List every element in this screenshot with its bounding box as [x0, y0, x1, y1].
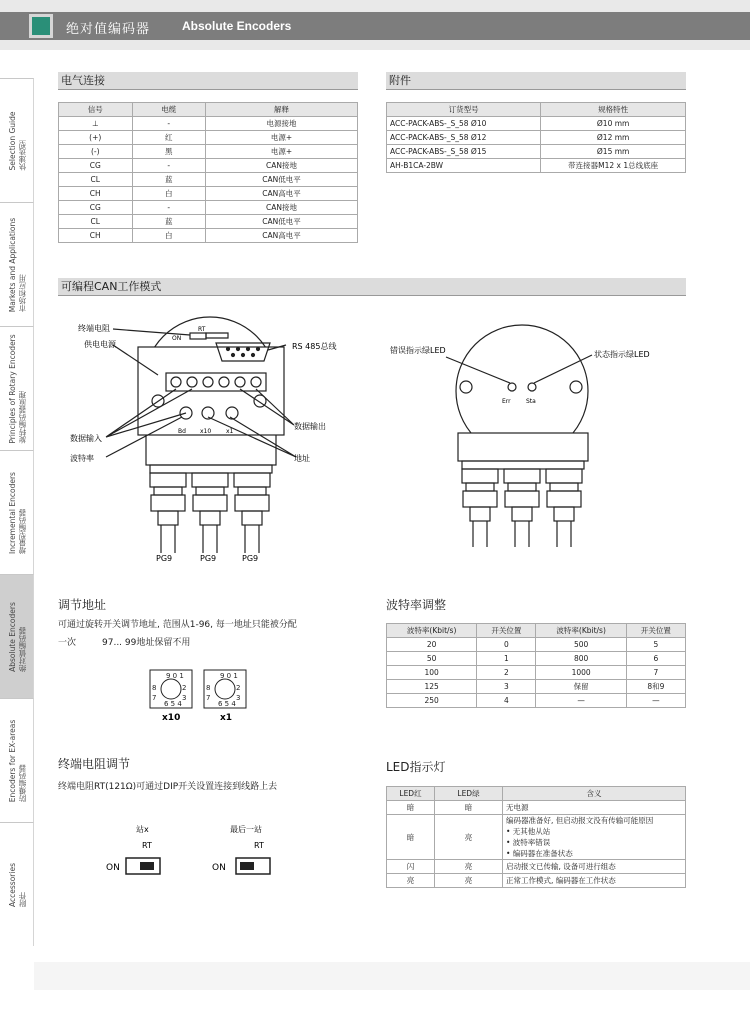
table-cell: CH	[59, 229, 133, 243]
label-rs485: RS 485总线	[292, 342, 337, 351]
footer-bar	[34, 962, 750, 990]
sidebar-tab-en: Encoders for EX-areas	[7, 719, 17, 802]
table-header: 订货型号	[387, 103, 541, 117]
table-cell: 红	[132, 131, 206, 145]
table-cell: CAN低电平	[206, 215, 358, 229]
table-cell: 带连接器M12 x 1总线底座	[541, 159, 686, 173]
label-termination: 终端电阻	[78, 324, 110, 333]
table-cell: 5	[626, 638, 685, 652]
sidebar-tab-cn: 旋转编码器原理	[17, 390, 27, 444]
sidebar-tab-en: Accessories	[7, 862, 17, 907]
section-termination: 终端电阻调节	[58, 757, 131, 771]
sidebar-tab-en: Principles of Rotary Encoders	[7, 333, 17, 444]
table-row	[387, 666, 686, 680]
svg-text:6 5 4: 6 5 4	[218, 700, 236, 708]
table-row	[59, 173, 358, 187]
table-row	[59, 131, 358, 145]
label-sta: Sta	[526, 398, 536, 405]
table-cell: CG	[59, 159, 133, 173]
table-cell: 电源+	[206, 131, 358, 145]
electrical-table	[58, 102, 358, 243]
table-cell: 125	[387, 680, 477, 694]
table-row	[387, 694, 686, 708]
table-cell: AH-B1CA-2BW	[387, 159, 541, 173]
label-data-out: 数据输出	[294, 422, 326, 431]
table-cell: (+)	[59, 131, 133, 145]
table-cell: 4	[477, 694, 536, 708]
table-cell: 7	[626, 666, 685, 680]
led-meaning-line: 启动报文已传输, 设备可进行组态	[506, 862, 616, 871]
table-cell: 电源+	[206, 145, 358, 159]
encoder-connection-diagram	[58, 305, 358, 575]
table-row	[387, 815, 686, 860]
table-cell: 3	[477, 680, 536, 694]
table-cell: 800	[536, 652, 626, 666]
sidebar-tab-en: Markets and Applications	[7, 217, 17, 312]
sidebar-tab-en: Absolute Encoders	[7, 601, 17, 672]
table-cell: CAN高电平	[206, 187, 358, 201]
table-cell	[503, 801, 686, 815]
table-cell: 暗	[435, 801, 503, 815]
label-baud: 波特率	[70, 454, 94, 463]
label-err-led: 错误指示绿LED	[390, 346, 446, 355]
label-pg9-3: PG9	[242, 554, 259, 563]
table-cell: 1	[477, 652, 536, 666]
label-pg9-1: PG9	[156, 554, 173, 563]
sidebar-tab-cn: 防爆编码器	[17, 764, 27, 802]
led-meaning-line: • 波特率错误	[506, 838, 551, 847]
table-header: 波特率(Kbit/s)	[536, 624, 626, 638]
address-text-2: 一次	[58, 638, 77, 648]
svg-text:7: 7	[152, 694, 157, 702]
table-row	[59, 117, 358, 131]
svg-text:2: 2	[182, 684, 187, 692]
table-cell: 亮	[435, 874, 503, 888]
svg-text:8: 8	[206, 684, 211, 692]
sidebar-tab-cn: 绝对值编码器	[17, 626, 27, 672]
table-row	[387, 801, 686, 815]
label-x10: x10	[200, 428, 212, 435]
accessories-table	[386, 102, 686, 173]
table-cell: -	[132, 117, 206, 131]
switch-x10-label: x10	[162, 713, 181, 723]
address-text-1: 可通过旋转开关调节地址, 范围从1-96, 每一地址只能被分配	[58, 620, 297, 630]
table-cell: 100	[387, 666, 477, 680]
label-rt-1: RT	[142, 841, 152, 850]
table-cell: CAN接地	[206, 159, 358, 173]
led-meaning-line: 编码器准备好, 但启动报文没有传输可能原因	[506, 816, 654, 825]
table-cell: CAN接地	[206, 201, 358, 215]
section-led: LED指示灯	[386, 760, 446, 774]
table-row	[59, 215, 358, 229]
table-cell: 黑	[132, 145, 206, 159]
table-cell: —	[536, 694, 626, 708]
table-row	[59, 145, 358, 159]
table-cell: 亮	[435, 860, 503, 874]
table-header: 开关位置	[477, 624, 536, 638]
led-meaning-line: 无电源	[506, 803, 529, 812]
section-baud: 波特率调整	[386, 598, 447, 612]
sidebar	[0, 78, 34, 950]
table-cell: -	[132, 159, 206, 173]
table-row	[59, 159, 358, 173]
table-row	[59, 229, 358, 243]
sidebar-tab-5[interactable]	[0, 698, 34, 822]
table-cell: 250	[387, 694, 477, 708]
table-cell: 50	[387, 652, 477, 666]
led-meaning-line: 正常工作模式, 编码器在工作状态	[506, 876, 616, 885]
svg-text:6 5 4: 6 5 4	[164, 700, 182, 708]
table-cell: 20	[387, 638, 477, 652]
table-cell: 亮	[387, 874, 435, 888]
sidebar-tab-cn: 市场和应用	[17, 274, 27, 312]
table-cell: Ø15 mm	[541, 145, 686, 159]
label-x1: x1	[226, 428, 234, 435]
label-on: ON	[172, 335, 182, 342]
table-cell: 8和9	[626, 680, 685, 694]
table-cell: 亮	[435, 815, 503, 860]
brand-logo-icon	[29, 14, 53, 38]
table-cell: CH	[59, 187, 133, 201]
sidebar-tab-en: Selection Guide	[7, 111, 17, 170]
label-pg9-2: PG9	[200, 554, 217, 563]
sidebar-tab-3[interactable]	[0, 450, 34, 574]
table-cell: CL	[59, 215, 133, 229]
label-rt-2: RT	[254, 841, 264, 850]
address-text-3: 97... 99地址保留不用	[102, 638, 191, 648]
sidebar-tab-2[interactable]	[0, 326, 34, 450]
table-cell: CG	[59, 201, 133, 215]
table-cell	[503, 860, 686, 874]
table-cell: 暗	[387, 801, 435, 815]
section-address: 调节地址	[58, 598, 107, 612]
led-meaning-line: • 无其他从站	[506, 827, 551, 836]
svg-text:2: 2	[236, 684, 241, 692]
table-cell: 白	[132, 229, 206, 243]
table-header: 电缆	[132, 103, 206, 117]
sidebar-tab-6[interactable]	[0, 822, 34, 946]
svg-text:9 0 1: 9 0 1	[166, 672, 184, 680]
dip-switch-diagram	[100, 820, 320, 880]
sidebar-tab-1[interactable]	[0, 202, 34, 326]
baud-table	[386, 623, 686, 708]
sidebar-tab-cn: 增量型编码器	[17, 508, 27, 554]
switch-x1-label: x1	[220, 713, 233, 723]
section-accessories: 附件	[386, 72, 686, 90]
table-cell: CAN高电平	[206, 229, 358, 243]
svg-text:7: 7	[206, 694, 211, 702]
table-row	[387, 680, 686, 694]
encoder-led-diagram	[386, 305, 686, 555]
table-row	[387, 652, 686, 666]
rotary-switches	[148, 668, 258, 724]
table-cell: Ø12 mm	[541, 131, 686, 145]
table-cell: CAN低电平	[206, 173, 358, 187]
table-row	[387, 860, 686, 874]
table-header: 开关位置	[626, 624, 685, 638]
label-rt: RT	[198, 326, 206, 333]
table-header: 解释	[206, 103, 358, 117]
table-row	[59, 187, 358, 201]
label-station-x: 站x	[136, 825, 149, 834]
sidebar-tab-4[interactable]	[0, 574, 34, 698]
table-header: 信号	[59, 103, 133, 117]
termination-text: 终端电阻RT(121Ω)可通过DIP开关设置连接到线路上去	[58, 782, 278, 792]
label-bd: Bd	[178, 428, 186, 435]
table-row	[387, 159, 686, 173]
table-cell: 闪	[387, 860, 435, 874]
page-title-en: Absolute Encoders	[182, 19, 292, 33]
table-cell: 白	[132, 187, 206, 201]
label-last-station: 最后一站	[230, 825, 262, 834]
table-cell: —	[626, 694, 685, 708]
table-cell: ACC-PACK-ABS-_S_58 Ø15	[387, 145, 541, 159]
table-row	[387, 638, 686, 652]
table-row	[387, 131, 686, 145]
page-title-cn: 绝对值编码器	[66, 22, 151, 37]
sidebar-tab-cn: 快速选型	[17, 139, 27, 170]
label-data-in: 数据输入	[70, 434, 102, 443]
table-cell: ACC-PACK-ABS-_S_58 Ø12	[387, 131, 541, 145]
table-cell: 2	[477, 666, 536, 680]
label-on-2: ON	[212, 863, 226, 873]
table-cell: 500	[536, 638, 626, 652]
table-cell: 6	[626, 652, 685, 666]
table-cell: ACC-PACK-ABS-_S_58 Ø10	[387, 117, 541, 131]
sidebar-tab-en: Incremental Encoders	[7, 471, 17, 554]
table-cell	[503, 874, 686, 888]
table-cell: 暗	[387, 815, 435, 860]
table-row	[387, 874, 686, 888]
table-cell: CL	[59, 173, 133, 187]
table-header: LED红	[387, 787, 435, 801]
sidebar-tab-0[interactable]	[0, 78, 34, 202]
table-cell: Ø10 mm	[541, 117, 686, 131]
label-on-1: ON	[106, 863, 120, 873]
table-cell: -	[132, 201, 206, 215]
label-sta-led: 状态指示绿LED	[594, 350, 650, 359]
led-meaning-line: • 编码器在准备状态	[506, 849, 573, 858]
table-cell: (-)	[59, 145, 133, 159]
table-cell: 蓝	[132, 215, 206, 229]
led-table	[386, 786, 686, 888]
table-cell: 保留	[536, 680, 626, 694]
svg-text:9 0 1: 9 0 1	[220, 672, 238, 680]
section-electrical: 电气连接	[58, 72, 358, 90]
table-row	[387, 145, 686, 159]
table-cell	[503, 815, 686, 860]
svg-text:3: 3	[236, 694, 241, 702]
svg-text:3: 3	[182, 694, 187, 702]
table-header: 含义	[503, 787, 686, 801]
table-header: 波特率(Kbit/s)	[387, 624, 477, 638]
label-supply: 供电电源	[84, 340, 116, 349]
label-address: 地址	[294, 454, 310, 463]
table-header: 规格特性	[541, 103, 686, 117]
table-cell: 0	[477, 638, 536, 652]
table-cell: ⊥	[59, 117, 133, 131]
label-err: Err	[502, 398, 511, 405]
table-row	[387, 117, 686, 131]
table-row	[59, 201, 358, 215]
table-cell: 蓝	[132, 173, 206, 187]
table-cell: 1000	[536, 666, 626, 680]
section-can-mode: 可编程CAN工作模式	[58, 278, 686, 296]
table-cell: 电源接地	[206, 117, 358, 131]
table-header: LED绿	[435, 787, 503, 801]
svg-text:8: 8	[152, 684, 157, 692]
sidebar-tab-cn: 附件	[17, 891, 27, 907]
